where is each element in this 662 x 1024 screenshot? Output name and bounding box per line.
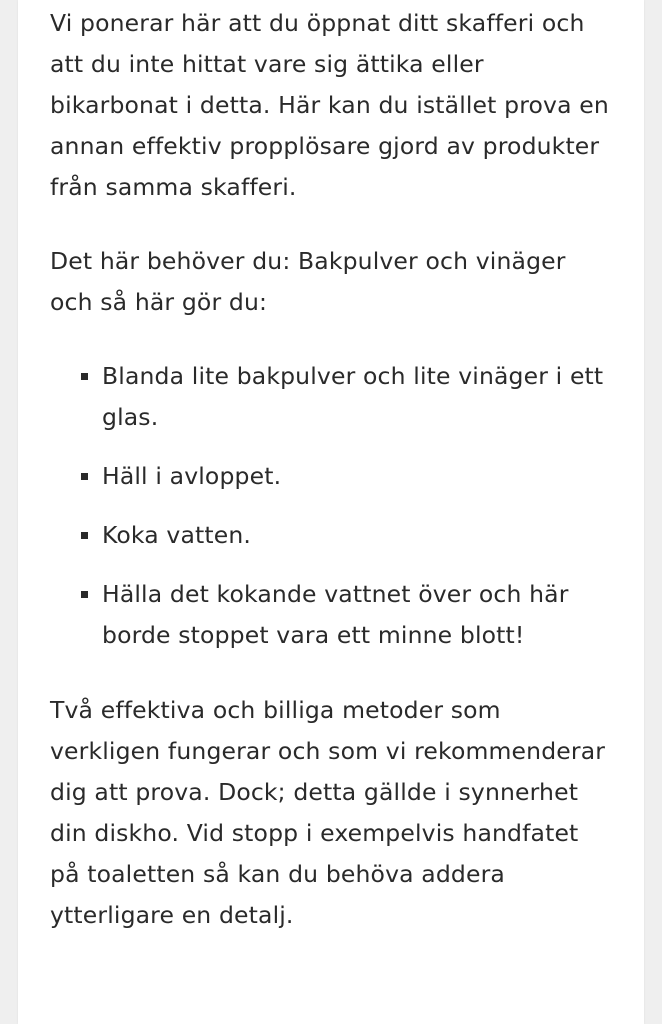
steps-list <box>50 356 615 656</box>
step-text: Häll i avloppet. <box>102 462 282 490</box>
ingredients-paragraph: Det här behöver du: Bakpulver och vinäger och så här gör du: <box>50 247 566 316</box>
list-item <box>50 456 615 497</box>
list-item <box>50 515 615 556</box>
conclusion-paragraph: Två effektiva och billiga metoder som verkligen fungerar och som vi rekommenderar dig att prova. Dock; detta gällde i synnerhet din diskho. Vid stopp i exempelvis handfatet på toaletten så kan du behöva addera ytterligare en detalj. <box>50 696 606 929</box>
intro-paragraph: Vi ponerar här att du öppnat ditt skafferi och att du inte hittat vare sig ättika eller bikarbonat i detta. Här kan du istället prova en annan effektiv propplösare gjord av produkter från samma skafferi. <box>50 9 609 201</box>
square-bullet-icon <box>81 532 88 539</box>
list-item <box>50 574 615 656</box>
step-text: Hälla det kokande vattnet över och här borde stoppet vara ett minne blott! <box>102 580 569 649</box>
square-bullet-icon <box>81 373 88 380</box>
square-bullet-icon <box>81 591 88 598</box>
article-page <box>18 0 644 1024</box>
square-bullet-icon <box>81 473 88 480</box>
article-content <box>50 0 615 936</box>
list-item <box>50 356 615 438</box>
step-text: Koka vatten. <box>102 521 252 549</box>
step-text: Blanda lite bakpulver och lite vinäger i ett glas. <box>102 362 604 431</box>
